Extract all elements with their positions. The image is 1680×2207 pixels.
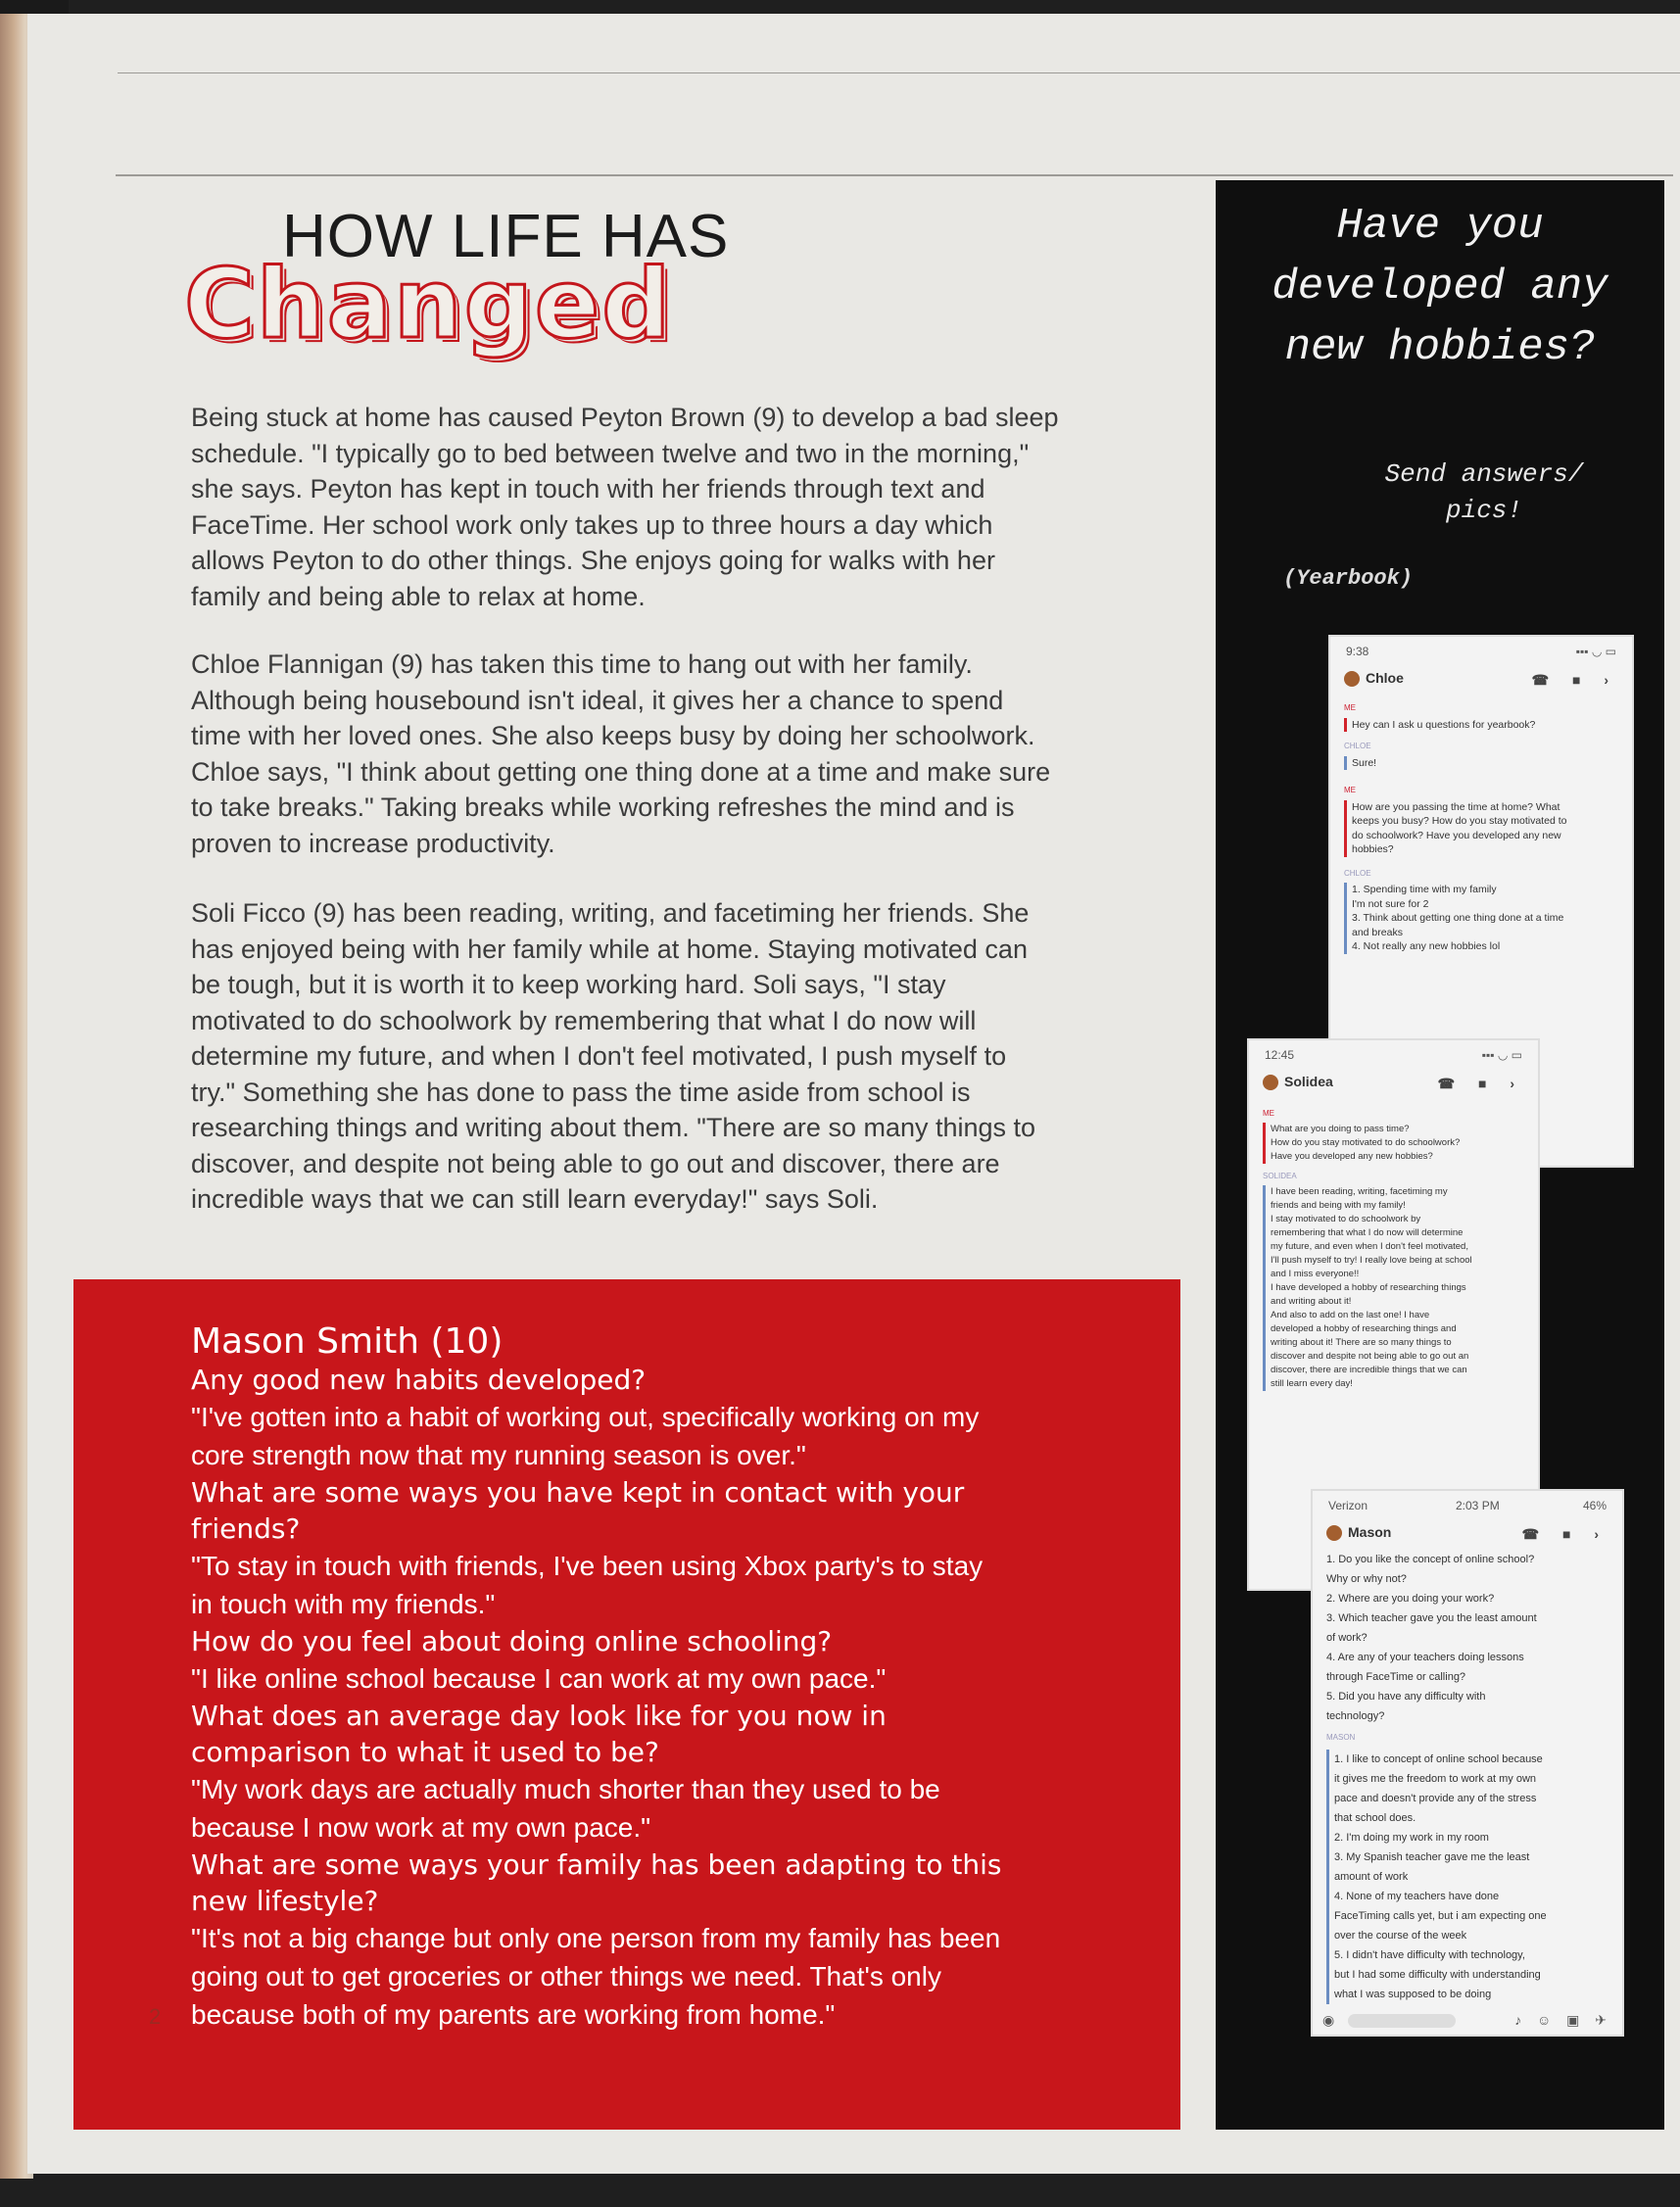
answer-line: going out to get groceries or other things we need. That's only <box>191 1961 941 1991</box>
message: Sure! <box>1344 756 1618 771</box>
text-line: writing about it! There are so many things to <box>1271 1337 1452 1348</box>
text-line: of work? <box>1326 1632 1368 1644</box>
text-line: I stay motivated to do schoolwork by <box>1271 1214 1421 1224</box>
sender-label: ME <box>1344 703 1356 712</box>
sender-label: SOLIDEA <box>1263 1172 1297 1180</box>
text-line: 1. Do you like the concept of online school? <box>1326 1554 1535 1565</box>
message <box>1263 1123 1524 1164</box>
chat-messages <box>1263 1107 1524 1391</box>
text-line: amount of work <box>1334 1871 1409 1883</box>
text-line: over the course of the week <box>1334 1930 1467 1942</box>
question-line: new hobbies? <box>1284 323 1596 372</box>
answer-line: "It's not a big change but only one person from my family has been <box>191 1923 1001 1953</box>
paragraph-line: incredible ways that we can still learn everyday!" says Soli. <box>191 1184 879 1214</box>
paragraph-line: try." Something she has done to pass the time aside from school is <box>191 1077 971 1107</box>
text-line: do schoolwork? Have you developed any new <box>1352 829 1561 841</box>
text-line: I'm not sure for 2 <box>1352 897 1429 910</box>
status-bar <box>1328 1499 1607 1512</box>
call-video-icons: ☎ ■ › <box>1437 1076 1524 1091</box>
text-line: friends and being with my family! <box>1271 1200 1406 1211</box>
question-line: friends? <box>191 1512 301 1545</box>
chat-messages <box>1344 701 1618 954</box>
text-line: that school does. <box>1334 1812 1416 1824</box>
chat-messages <box>1326 1550 1608 2004</box>
paragraph-line: has enjoyed being with her family while at home. Staying motivated can <box>191 934 1028 964</box>
text-line: 2. I'm doing my work in my room <box>1334 1832 1489 1844</box>
text-line: How do you stay motivated to do schoolwork? <box>1271 1137 1461 1148</box>
text-line: still learn every day! <box>1271 1378 1353 1389</box>
sender-label: CHLOE <box>1344 742 1371 750</box>
interview-answer <box>191 1398 1131 1474</box>
question-line: Any good new habits developed? <box>191 1364 647 1396</box>
status-bar <box>1265 1048 1522 1062</box>
hobbies-question <box>1224 196 1656 378</box>
paragraph-line: determine my future, and when I don't feel motivated, I push myself to <box>191 1041 1007 1071</box>
text-line: keeps you busy? How do you stay motivated to <box>1352 815 1567 827</box>
text-line: What are you doing to pass time? <box>1271 1124 1410 1134</box>
chat-header <box>1344 670 1618 697</box>
text-line: 4. Not really any new hobbies lol <box>1352 940 1501 952</box>
paragraph-peyton <box>191 400 1122 614</box>
text-line: remembering that what I do now will determine <box>1271 1227 1464 1238</box>
message <box>1326 1550 1608 1726</box>
question-line: What are some ways you have kept in contact with your <box>191 1476 965 1509</box>
article-title-main: Changed <box>184 249 673 360</box>
interview-question <box>191 1474 1131 1547</box>
send-answers-note <box>1371 456 1597 529</box>
answer-line: "I've gotten into a habit of working out, specifically working on my <box>191 1402 980 1432</box>
paragraph-line: researching things and writing about them. "There are so many things to <box>191 1113 1036 1142</box>
interview-answer <box>191 1659 1131 1698</box>
text-line: hobbies? <box>1352 843 1394 855</box>
text-line: How are you passing the time at home? What <box>1352 800 1560 813</box>
message <box>1326 1750 1608 2004</box>
contact-name: Chloe <box>1366 670 1404 686</box>
question-line: new lifestyle? <box>191 1885 379 1917</box>
paragraph-line: time with her loved ones. She also keeps busy by doing her schoolwork. <box>191 721 1035 750</box>
question-line: Have you <box>1336 202 1544 251</box>
interview-question <box>191 1623 1131 1659</box>
interview-question <box>191 1847 1131 1919</box>
interview-answer <box>191 1919 1131 2034</box>
text-line: and I miss everyone!! <box>1271 1269 1360 1279</box>
text-line: but I had some difficulty with understanding <box>1334 1969 1541 1981</box>
note-line: pics! <box>1445 496 1522 525</box>
chat-screenshot-mason <box>1313 1491 1622 2035</box>
question-line: What are some ways your family has been adapting to this <box>191 1848 1002 1881</box>
paragraph-line: to take breaks." Taking breaks while working refreshes the mind and is <box>191 792 1015 822</box>
text-line: pace and doesn't provide any of the stress <box>1334 1793 1537 1804</box>
text-line: I have developed a hobby of researching things <box>1271 1282 1466 1293</box>
paragraph-chloe <box>191 647 1122 861</box>
paragraph-line: Although being housebound isn't ideal, it gives her a chance to spend <box>191 685 1004 715</box>
input-icons[interactable]: ♪ ☺ ▣ ✈ <box>1514 2012 1612 2028</box>
answer-line: "I like online school because I can work at my own pace." <box>191 1663 887 1694</box>
status-time: 2:03 PM <box>1456 1499 1500 1512</box>
mason-interview <box>191 1322 1131 2034</box>
text-line: through FaceTime or calling? <box>1326 1671 1466 1683</box>
sender-label: MASON <box>1326 1733 1356 1742</box>
text-line: FaceTiming calls yet, but i am expecting one <box>1334 1910 1547 1922</box>
header-rule <box>116 174 1673 176</box>
text-line: I'll push myself to try! I really love being at school <box>1271 1255 1472 1266</box>
paragraph-line: discover, and despite not being able to go out and discover, there are <box>191 1148 1000 1178</box>
answer-line: core strength now that my running season is over." <box>191 1440 806 1470</box>
text-line: Have you developed any new hobbies? <box>1271 1151 1433 1162</box>
paragraph-line: allows Peyton to do other things. She enjoys going for walks with her <box>191 546 995 575</box>
signal-icon: ▪▪▪ ◡ ▭ <box>1481 1048 1522 1062</box>
paragraph-line: family and being able to relax at home. <box>191 581 646 611</box>
interviewee-name: Mason Smith (10) <box>191 1321 504 1362</box>
interview-answer <box>191 1547 1131 1623</box>
contact-name: Mason <box>1348 1524 1392 1540</box>
text-line: Why or why not? <box>1326 1573 1407 1585</box>
text-line: and breaks <box>1352 926 1403 938</box>
question-line: comparison to what it used to be? <box>191 1736 659 1768</box>
text-line: 4. Are any of your teachers doing lessons <box>1326 1652 1524 1663</box>
chat-header <box>1326 1524 1608 1552</box>
paragraph-line: Being stuck at home has caused Peyton Brown (9) to develop a bad sleep <box>191 403 1059 432</box>
camera-icon[interactable]: ◉ <box>1322 2012 1335 2028</box>
text-line: 2. Where are you doing your work? <box>1326 1593 1495 1605</box>
paragraph-line: schedule. "I typically go to bed between twelve and two in the morning," <box>191 438 1030 468</box>
text-line: and writing about it! <box>1271 1296 1352 1307</box>
sender-label: CHLOE <box>1344 868 1371 878</box>
avatar <box>1326 1525 1342 1541</box>
sender-label: ME <box>1263 1109 1274 1118</box>
text-line: my future, and even when I don't feel motivated, <box>1271 1241 1468 1252</box>
chat-header <box>1263 1074 1524 1101</box>
message: Hey can I ask u questions for yearbook? <box>1344 718 1618 733</box>
question-line: developed any <box>1272 263 1608 312</box>
carrier: Verizon <box>1328 1499 1368 1512</box>
battery-level: 46% <box>1582 1499 1607 1512</box>
paragraph-line: Chloe Flannigan (9) has taken this time to hang out with her family. <box>191 649 973 679</box>
text-line: discover and despite not being able to go out an <box>1271 1351 1469 1362</box>
page-number: 2 <box>149 2004 162 2029</box>
question-line: What does an average day look like for you now in <box>191 1700 887 1732</box>
answer-line: "To stay in touch with friends, I've been using Xbox party's to stay <box>191 1551 984 1581</box>
paragraph-line: Chloe says, "I think about getting one thing done at a time and make sure <box>191 756 1051 787</box>
message <box>1344 800 1618 857</box>
text-line: 4. None of my teachers have done <box>1334 1891 1500 1902</box>
article-title-top: HOW LIFE HAS <box>282 203 730 270</box>
yearbook-label: (Yearbook) <box>1283 566 1414 591</box>
call-video-icons: ☎ ■ › <box>1531 672 1618 688</box>
sender-label: ME <box>1344 786 1356 794</box>
answer-line: in touch with my friends." <box>191 1589 496 1619</box>
text-line: technology? <box>1326 1710 1385 1722</box>
interview-answer <box>191 1770 1131 1847</box>
paragraph-line: proven to increase productivity. <box>191 828 555 858</box>
answer-line: because I now work at my own pace." <box>191 1812 651 1843</box>
message <box>1263 1185 1524 1391</box>
text-line: developed a hobby of researching things and <box>1271 1323 1457 1334</box>
text-line: 3. Which teacher gave you the least amount <box>1326 1612 1537 1624</box>
contact-name: Solidea <box>1284 1074 1333 1089</box>
avatar <box>1263 1075 1278 1090</box>
text-line: And also to add on the last one! I have <box>1271 1310 1430 1320</box>
text-line: discover, there are incredible things that we can <box>1271 1365 1467 1375</box>
paragraph-line: Soli Ficco (9) has been reading, writing, and facetiming her friends. She <box>191 898 1030 928</box>
top-rule <box>118 72 1680 73</box>
text-line: I have been reading, writing, facetiming my <box>1271 1186 1448 1197</box>
signal-icon: ▪▪▪ ◡ ▭ <box>1575 645 1616 658</box>
avatar <box>1344 671 1360 687</box>
chat-input[interactable] <box>1348 2014 1456 2028</box>
paragraph-soli <box>191 895 1122 1218</box>
note-line: Send answers/ <box>1384 459 1584 489</box>
interview-question <box>191 1698 1131 1770</box>
chat-input-bar <box>1322 2012 1612 2029</box>
status-time: 9:38 <box>1346 645 1369 658</box>
text-line: 3. My Spanish teacher gave me the least <box>1334 1851 1530 1863</box>
status-time: 12:45 <box>1265 1048 1295 1062</box>
text-line: 1. Spending time with my family <box>1352 884 1497 895</box>
text-line: 1. I like to concept of online school because <box>1334 1753 1543 1765</box>
answer-line: "My work days are actually much shorter than they used to be <box>191 1774 940 1804</box>
call-video-icons: ☎ ■ › <box>1521 1526 1608 1542</box>
paragraph-line: FaceTime. Her school work only takes up to three hours a day which <box>191 509 993 540</box>
status-bar <box>1346 645 1616 658</box>
text-line: 5. Did you have any difficulty with <box>1326 1691 1486 1703</box>
paragraph-line: motivated to do schoolwork by remembering that what I do now will <box>191 1005 977 1035</box>
answer-line: because both of my parents are working from home." <box>191 1999 836 2030</box>
text-line: it gives me the freedom to work at my own <box>1334 1773 1537 1785</box>
qa-list <box>191 1362 1131 2034</box>
text-line: 3. Think about getting one thing done at a time <box>1352 912 1564 924</box>
interview-question <box>191 1362 1131 1398</box>
text-line: 5. I didn't have difficulty with technology, <box>1334 1949 1525 1961</box>
text-line: what I was supposed to be doing <box>1334 1989 1492 2000</box>
paragraph-line: be tough, but it is worth it to keep working hard. Soli says, "I stay <box>191 970 946 999</box>
message <box>1344 883 1618 954</box>
paragraph-line: she says. Peyton has kept in touch with her friends through text and <box>191 474 985 504</box>
question-line: How do you feel about doing online schooling? <box>191 1625 833 1657</box>
